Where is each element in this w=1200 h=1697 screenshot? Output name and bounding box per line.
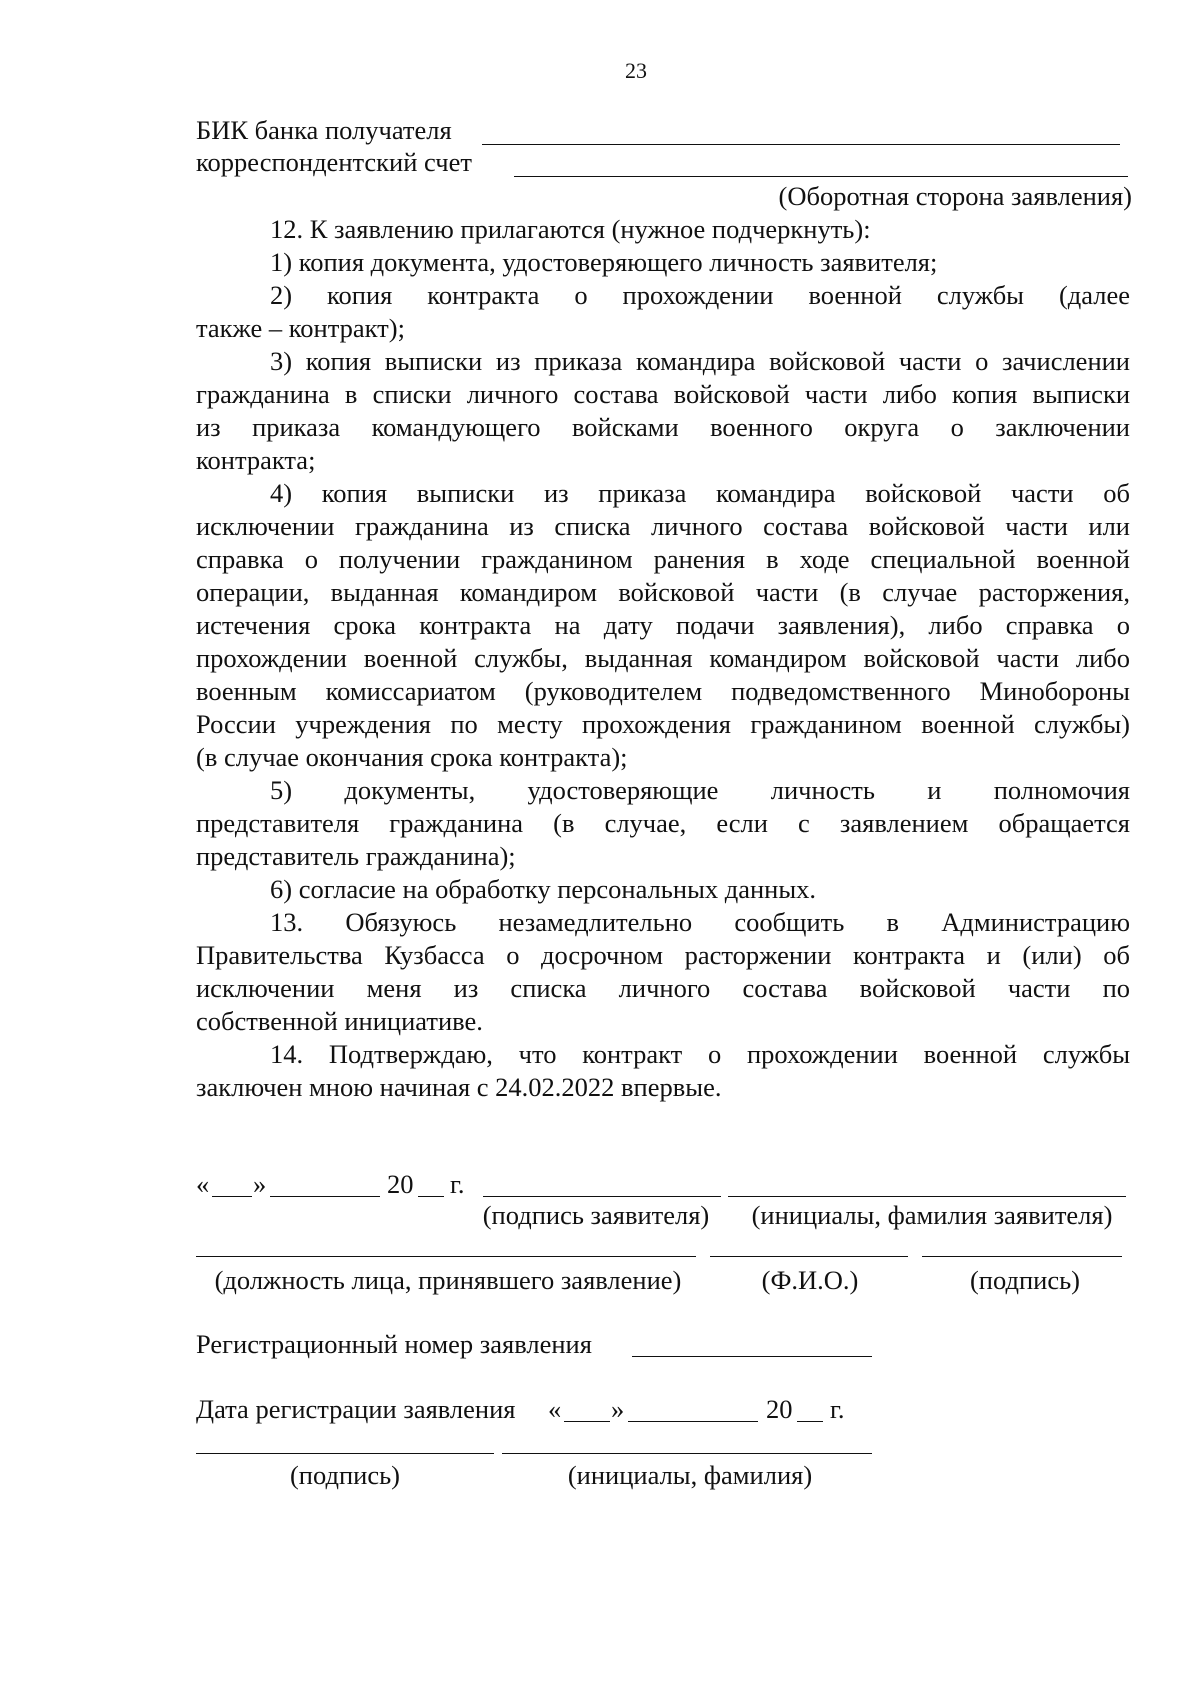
- official-signature-caption: (подпись): [969, 1265, 1080, 1295]
- reg-year-suffix: г.: [830, 1394, 845, 1424]
- reg-name-caption: (инициалы, фамилия): [567, 1460, 813, 1490]
- fio-caption: (Ф.И.О.): [761, 1265, 859, 1295]
- year-prefix: 20: [387, 1169, 414, 1199]
- reg-day-blank-line: [564, 1421, 610, 1422]
- fio-line: [710, 1256, 908, 1257]
- reg-year-blank-line: [797, 1421, 823, 1422]
- reverse-side-note: (Оборотная сторона заявления): [778, 181, 1132, 211]
- text-line: справка о получении гражданином ранения в ходе специальной военной: [196, 544, 1130, 574]
- day-blank-line: [212, 1196, 252, 1197]
- text-line: России учреждения по месту прохождения гражданином военной службы): [196, 709, 1130, 739]
- registration-number-line: [632, 1356, 872, 1357]
- reg-quote-open: «: [548, 1394, 562, 1424]
- date-quote-open: «: [196, 1169, 210, 1199]
- reg-month-blank-line: [628, 1421, 758, 1422]
- text-line: 2) копия контракта о прохождении военной службы (далее: [270, 280, 1130, 310]
- text-line: 14. Подтверждаю, что контракт о прохождении военной службы: [270, 1039, 1130, 1069]
- text-line: 12. К заявлению прилагаются (нужное подчеркнуть):: [270, 214, 871, 244]
- reg-quote-close: »: [611, 1394, 625, 1424]
- applicant-signature-caption: (подпись заявителя): [482, 1200, 710, 1230]
- text-line: контракта;: [196, 445, 316, 475]
- text-line: 6) согласие на обработку персональных данных.: [270, 874, 817, 904]
- text-line: 5) документы, удостоверяющие личность и полномочия: [270, 775, 1130, 805]
- reg-year-prefix: 20: [766, 1394, 793, 1424]
- text-line: операции, выданная командиром войсковой части (в случае расторжения,: [196, 577, 1130, 607]
- text-line: 1) копия документа, удостоверяющего личность заявителя;: [270, 247, 938, 277]
- text-line: гражданина в списки личного состава войсковой части либо копия выписки: [196, 379, 1130, 409]
- text-line: 3) копия выписки из приказа командира войсковой части о зачислении: [270, 346, 1130, 376]
- month-blank-line: [270, 1196, 380, 1197]
- date-quote-close: »: [253, 1169, 267, 1199]
- corr-account-label: корреспондентский счет: [196, 147, 472, 177]
- reg-signature-caption: (подпись): [289, 1460, 400, 1490]
- text-line: из приказа командующего войсками военного округа о заключении: [196, 412, 1130, 442]
- text-line: заключен мною начиная с 24.02.2022 впервые.: [196, 1072, 722, 1102]
- text-line: военным комиссариатом (руководителем подведомственного Минобороны: [196, 676, 1130, 706]
- text-line: также – контракт);: [196, 313, 405, 343]
- text-line: (в случае окончания срока контракта);: [196, 742, 628, 772]
- bik-label: БИК банка получателя: [196, 115, 452, 145]
- applicant-signature-line: [483, 1196, 721, 1197]
- text-line: исключении гражданина из списка личного состава войсковой части или: [196, 511, 1130, 541]
- corr-account-blank-line: [514, 176, 1128, 177]
- text-line: Правительства Кузбасса о досрочном расторжении контракта и (или) об: [196, 940, 1130, 970]
- year-suffix: г.: [450, 1169, 465, 1199]
- bik-blank-line: [482, 144, 1120, 145]
- applicant-name-line: [728, 1196, 1126, 1197]
- registration-number-label: Регистрационный номер заявления: [196, 1329, 592, 1359]
- text-line: исключении меня из списка личного состава войсковой части по: [196, 973, 1130, 1003]
- position-line: [196, 1256, 696, 1257]
- applicant-name-caption: (инициалы, фамилия заявителя): [751, 1200, 1113, 1230]
- official-signature-line: [922, 1256, 1122, 1257]
- text-line: прохождении военной службы, выданная командиром войсковой части либо: [196, 643, 1130, 673]
- text-line: 4) копия выписки из приказа командира войсковой части об: [270, 478, 1130, 508]
- reg-name-line: [502, 1453, 872, 1454]
- text-line: истечения срока контракта на дату подачи заявления), либо справка о: [196, 610, 1130, 640]
- text-line: собственной инициативе.: [196, 1006, 483, 1036]
- text-line: представитель гражданина);: [196, 841, 516, 871]
- registration-date-label: Дата регистрации заявления: [196, 1394, 516, 1424]
- reg-signature-line: [196, 1453, 494, 1454]
- year-blank-line: [418, 1196, 444, 1197]
- text-line: представителя гражданина (в случае, если с заявлением обращается: [196, 808, 1130, 838]
- text-line: 13. Обязуюсь незамедлительно сообщить в Администрацию: [270, 907, 1130, 937]
- page-number: 23: [625, 58, 647, 83]
- position-caption: (должность лица, принявшего заявление): [214, 1265, 682, 1295]
